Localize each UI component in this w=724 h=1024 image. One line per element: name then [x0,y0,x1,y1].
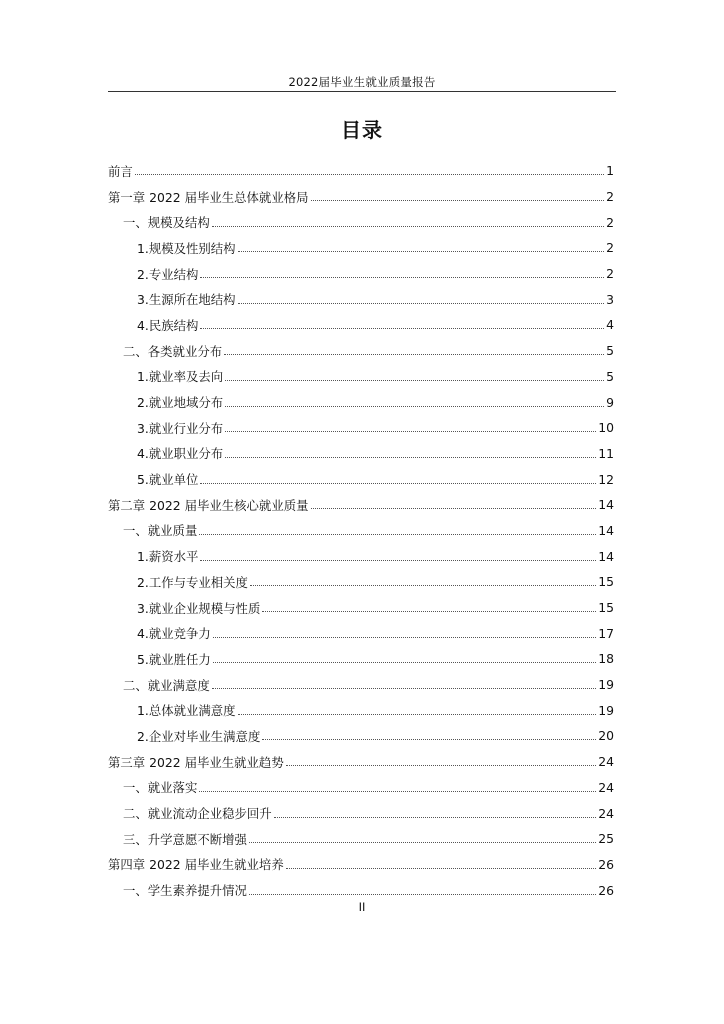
dot-leader [225,406,604,407]
toc-entry-label: 二、就业流动企业稳步回升 [123,806,272,822]
dot-leader [224,354,604,355]
dot-leader [225,380,604,381]
toc-entry-label: 二、就业满意度 [123,677,210,693]
toc-entry-page: 4 [606,317,614,333]
toc-entry-label: 1.就业率及去向 [137,369,224,385]
dot-leader [238,714,597,715]
toc-entry-label: 2.就业地域分布 [137,395,224,411]
toc-entry-page: 14 [598,497,614,513]
dot-leader [199,791,596,792]
toc-entry-page: 24 [598,779,614,795]
toc-entry-label: 3.生源所在地结构 [137,292,236,308]
toc-entry[interactable] [108,826,614,852]
dot-leader [213,662,596,663]
dot-leader [311,508,597,509]
dot-leader [311,200,605,201]
toc-entry[interactable] [108,569,614,595]
toc-entry-page: 9 [606,394,614,410]
toc-entry[interactable] [108,466,614,492]
dot-leader [262,739,596,740]
toc-entry[interactable] [108,620,614,646]
toc-entry[interactable] [108,235,614,261]
toc-entry-page: 14 [598,522,614,538]
toc-entry-label: 一、就业落实 [123,780,198,796]
toc-entry-label: 第二章 2022 届毕业生核心就业质量 [108,497,309,513]
toc-entry[interactable] [108,749,614,775]
toc-entry-page: 1 [606,163,614,179]
toc-entry-page: 3 [606,291,614,307]
running-header: 2022届毕业生就业质量报告 [288,75,436,89]
toc-entry[interactable] [108,389,614,415]
toc-entry-page: 15 [598,574,614,590]
toc-entry-label: 1.薪资水平 [137,549,199,565]
toc-entry[interactable] [108,415,614,441]
toc-entry-page: 24 [598,805,614,821]
dot-leader [225,457,596,458]
toc-entry-label: 第三章 2022 届毕业生就业趋势 [108,754,284,770]
dot-leader [238,251,605,252]
toc-entry[interactable] [108,338,614,364]
toc-entry-label: 3.就业企业规模与性质 [137,600,261,616]
toc-entry-label: 1.总体就业满意度 [137,703,236,719]
dot-leader [250,585,596,586]
toc-entry-label: 2.专业结构 [137,266,199,282]
toc-entry[interactable] [108,518,614,544]
toc-entry[interactable] [108,286,614,312]
toc-entry-page: 5 [606,343,614,359]
toc-entry-page: 5 [606,368,614,384]
dot-leader [238,303,605,304]
toc-entry[interactable] [108,800,614,826]
toc-entry-label: 4.就业竞争力 [137,626,211,642]
toc-entry-label: 二、各类就业分布 [123,343,223,359]
toc-entry[interactable] [108,646,614,672]
dot-leader [213,637,596,638]
toc-entry[interactable] [108,775,614,801]
toc-entry-page: 2 [606,240,614,256]
toc-entry[interactable] [108,184,614,210]
dot-leader [212,688,596,689]
dot-leader [249,842,596,843]
toc-entry[interactable] [108,697,614,723]
dot-leader [199,534,596,535]
dot-leader [286,868,597,869]
toc-entry[interactable] [108,595,614,621]
dot-leader [135,174,604,175]
toc-entry-page: 2 [606,189,614,205]
toc-entry[interactable] [108,312,614,338]
toc-entry-label: 第一章 2022 届毕业生总体就业格局 [108,189,309,205]
table-of-contents [108,158,614,903]
toc-entry-page: 18 [598,651,614,667]
toc-entry[interactable] [108,364,614,390]
toc-entry-label: 前言 [108,163,133,179]
toc-entry[interactable] [108,543,614,569]
toc-entry-label: 4.就业职业分布 [137,446,224,462]
page-number: II [358,900,366,914]
toc-entry-label: 第四章 2022 届毕业生就业培养 [108,857,284,873]
toc-title: 目录 [341,118,383,142]
toc-entry[interactable] [108,261,614,287]
toc-entry-label: 一、学生素养提升情况 [123,883,247,899]
toc-entry-label: 5.就业胜任力 [137,651,211,667]
dot-leader [200,483,596,484]
dot-leader [262,611,596,612]
toc-entry-label: 三、升学意愿不断增强 [123,831,247,847]
toc-entry-label: 4.民族结构 [137,317,199,333]
dot-leader [200,277,604,278]
header-rule [108,91,616,92]
toc-entry-page: 2 [606,266,614,282]
dot-leader [274,817,597,818]
toc-entry-label: 一、规模及结构 [123,215,210,231]
toc-entry-label: 2.工作与专业相关度 [137,574,248,590]
toc-entry[interactable] [108,672,614,698]
toc-entry[interactable] [108,723,614,749]
toc-entry-label: 1.规模及性别结构 [137,240,236,256]
toc-entry-label: 一、就业质量 [123,523,198,539]
toc-entry-page: 24 [598,754,614,770]
toc-entry-label: 3.就业行业分布 [137,420,224,436]
toc-entry-page: 19 [598,677,614,693]
dot-leader [200,560,596,561]
toc-entry-label: 2.企业对毕业生满意度 [137,728,261,744]
toc-entry-page: 26 [598,882,614,898]
dot-leader [286,765,597,766]
toc-entry-page: 15 [598,600,614,616]
toc-entry-page: 19 [598,702,614,718]
toc-entry-label: 5.就业单位 [137,472,199,488]
toc-entry-page: 14 [598,548,614,564]
toc-entry-page: 25 [598,831,614,847]
dot-leader [212,226,604,227]
toc-entry-page: 26 [598,856,614,872]
toc-entry[interactable] [108,852,614,878]
dot-leader [249,894,596,895]
toc-entry[interactable] [108,209,614,235]
toc-entry[interactable] [108,492,614,518]
toc-entry-page: 10 [598,420,614,436]
dot-leader [200,328,604,329]
toc-entry[interactable] [108,441,614,467]
toc-entry-page: 2 [606,214,614,230]
dot-leader [225,431,596,432]
toc-entry-page: 11 [598,445,614,461]
toc-entry-page: 12 [598,471,614,487]
toc-entry-page: 17 [598,625,614,641]
toc-entry-page: 20 [598,728,614,744]
toc-entry[interactable] [108,158,614,184]
